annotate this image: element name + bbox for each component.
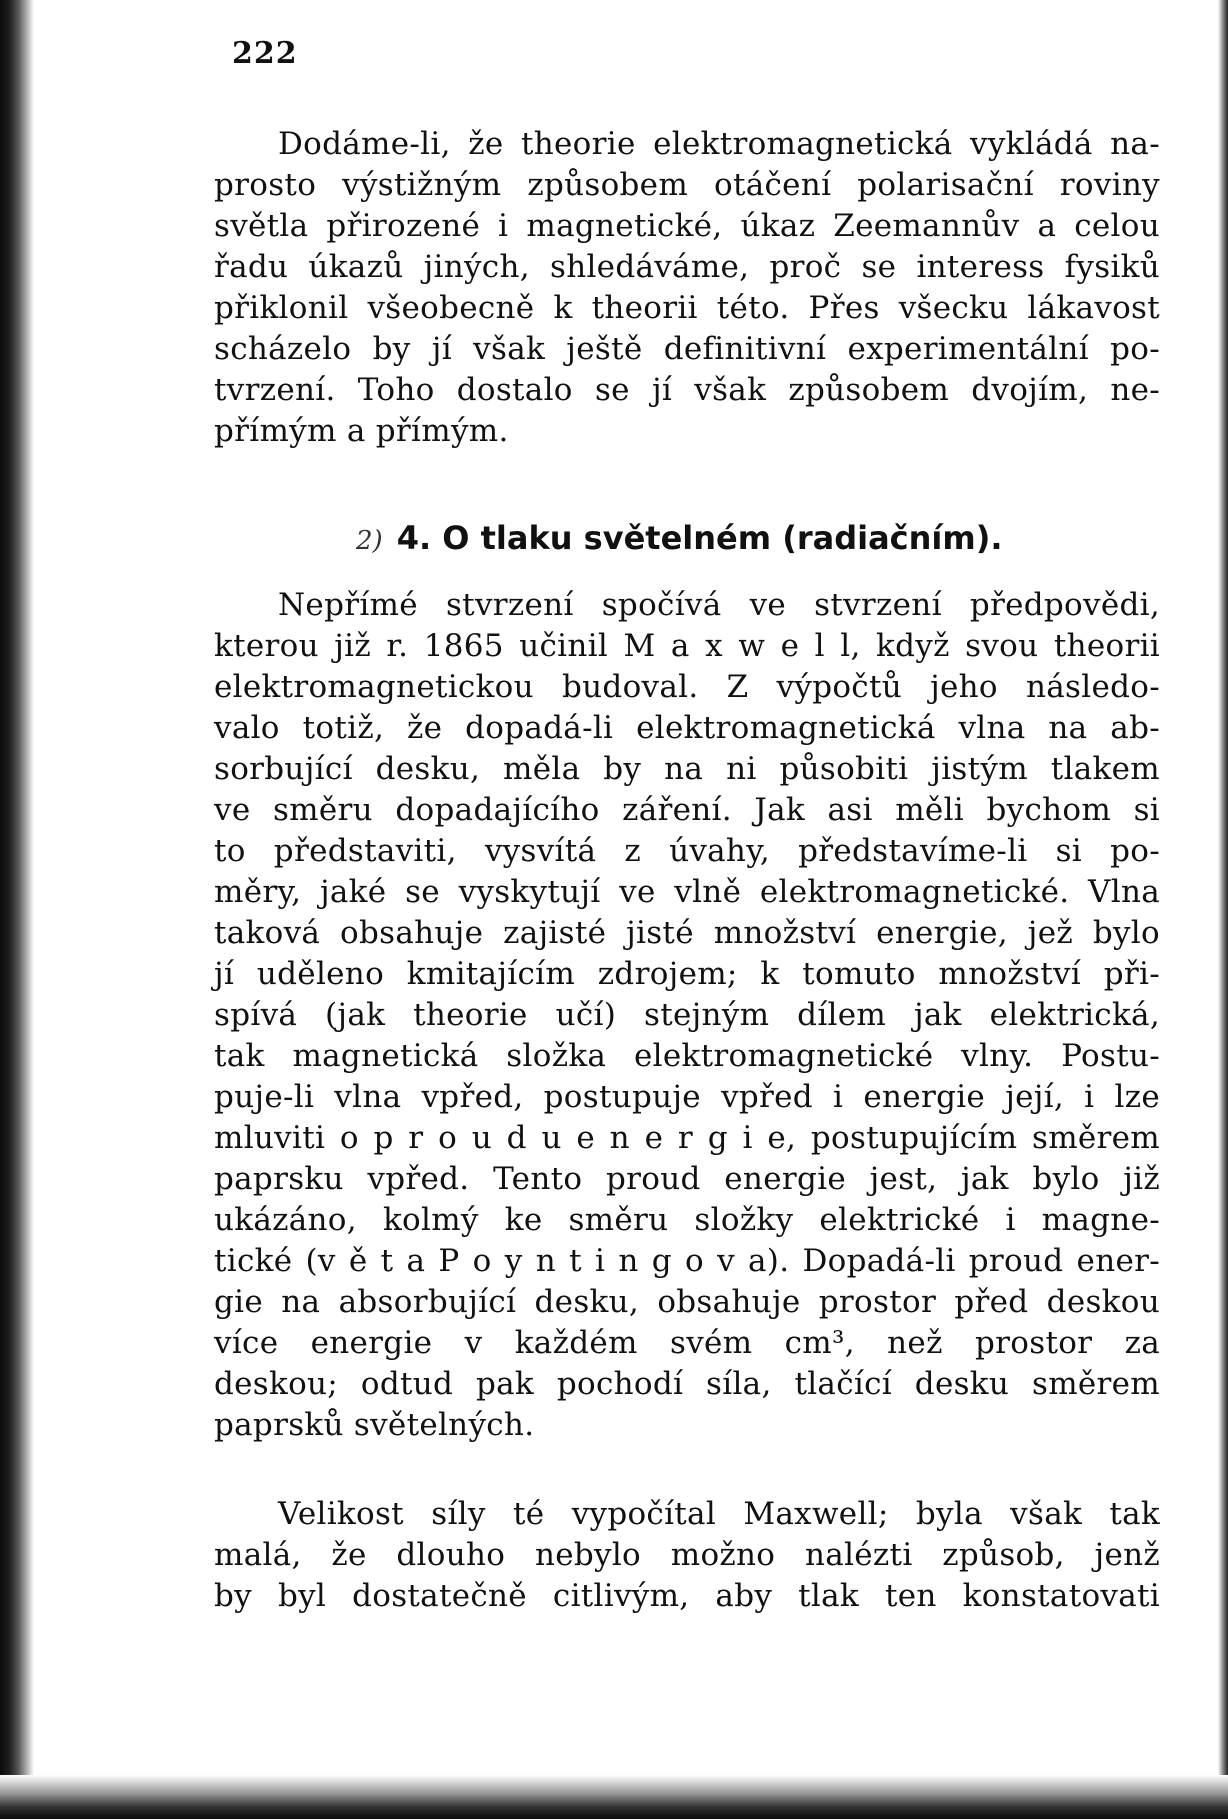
page-number: 222 (232, 36, 298, 71)
text-line: přímým a přímým. (214, 413, 509, 449)
page-bottom-shadow (0, 1775, 1228, 1819)
text-line: Velikost síly té vypočítal Maxwell; byla však tak (278, 1496, 1160, 1532)
text-line: mluviti o p r o u d u e n e r g i e, postupujícím směrem (214, 1120, 1160, 1156)
text-line: paprsku vpřed. Tento proud energie jest, jak bylo již (214, 1161, 1160, 1197)
text-line: valo totiž, že dopadá-li elektromagnetická vlna na ab- (214, 710, 1160, 746)
text-line: malá, že dlouho nebylo možno nalézti způsob, jenž (214, 1537, 1160, 1573)
text-line: přiklonil všeobecně k theorii této. Přes všecku lákavost (214, 290, 1160, 326)
text-line: světla přirozené i magnetické, úkaz Zeemannův a celou (214, 208, 1160, 244)
text-line: scházelo by jí však ještě definitivní experimentální po- (214, 331, 1160, 367)
text-line: puje-li vlna vpřed, postupuje vpřed i energie její, i lze (214, 1079, 1160, 1115)
text-line: jí uděleno kmitajícím zdrojem; k tomuto množství při- (214, 956, 1160, 992)
text-line: kterou již r. 1865 učinil M a x w e l l, když svou theorii (214, 628, 1160, 664)
text-line: měry, jaké se vyskytují ve vlně elektromagnetické. Vlna (214, 874, 1160, 910)
text-line: řadu úkazů jiných, shledáváme, proč se interess fysiků (214, 249, 1160, 285)
text-line: tvrzení. Toho dostalo se jí však způsobem dvojím, ne- (214, 372, 1160, 408)
text-line: Nepřímé stvrzení spočívá ve stvrzení předpovědi, (278, 587, 1160, 623)
text-line: gie na absorbující desku, obsahuje prostor před deskou (214, 1284, 1160, 1320)
paragraph-radiation-pressure (214, 585, 1160, 1446)
paragraph-maxwell-force (214, 1494, 1160, 1617)
text-line: ve směru dopadajícího záření. Jak asi měli bychom si (214, 792, 1160, 828)
text-line: více energie v každém svém cm³, než prostor za (214, 1325, 1160, 1361)
page-right-edge (1218, 0, 1228, 1819)
section-title: 4. O tlaku světelném (radiačním). (396, 519, 1003, 557)
text-line: prosto výstižným způsobem otáčení polarisační roviny (214, 167, 1160, 203)
section-heading (356, 519, 1003, 557)
text-line: tické (v ě t a P o y n t i n g o v a). Dopadá-li proud ener- (214, 1243, 1160, 1279)
text-line: Dodáme-li, že theorie elektromagnetická vykládá na- (278, 126, 1160, 162)
page-binding-shadow (0, 0, 34, 1819)
paragraph-intro (214, 124, 1160, 452)
text-line: taková obsahuje zajisté jisté množství energie, jež bylo (214, 915, 1160, 951)
text-line: sorbující desku, měla by na ni působiti jistým tlakem (214, 751, 1160, 787)
text-line: to představiti, vysvítá z úvahy, představíme-li si po- (214, 833, 1160, 869)
text-line: ukázáno, kolmý ke směru složky elektrické i magne- (214, 1202, 1160, 1238)
text-line: spívá (jak theorie učí) stejným dílem jak elektrická, (214, 997, 1160, 1033)
handwritten-margin-note: 2) (356, 526, 383, 556)
text-line: by byl dostatečně citlivým, aby tlak ten konstatovati (214, 1578, 1160, 1614)
text-line: paprsků světelných. (214, 1407, 535, 1443)
text-line: deskou; odtud pak pochodí síla, tlačící desku směrem (214, 1366, 1160, 1402)
text-line: elektromagnetickou budoval. Z výpočtů jeho následo- (214, 669, 1160, 705)
text-line: tak magnetická složka elektromagnetické vlny. Postu- (214, 1038, 1160, 1074)
